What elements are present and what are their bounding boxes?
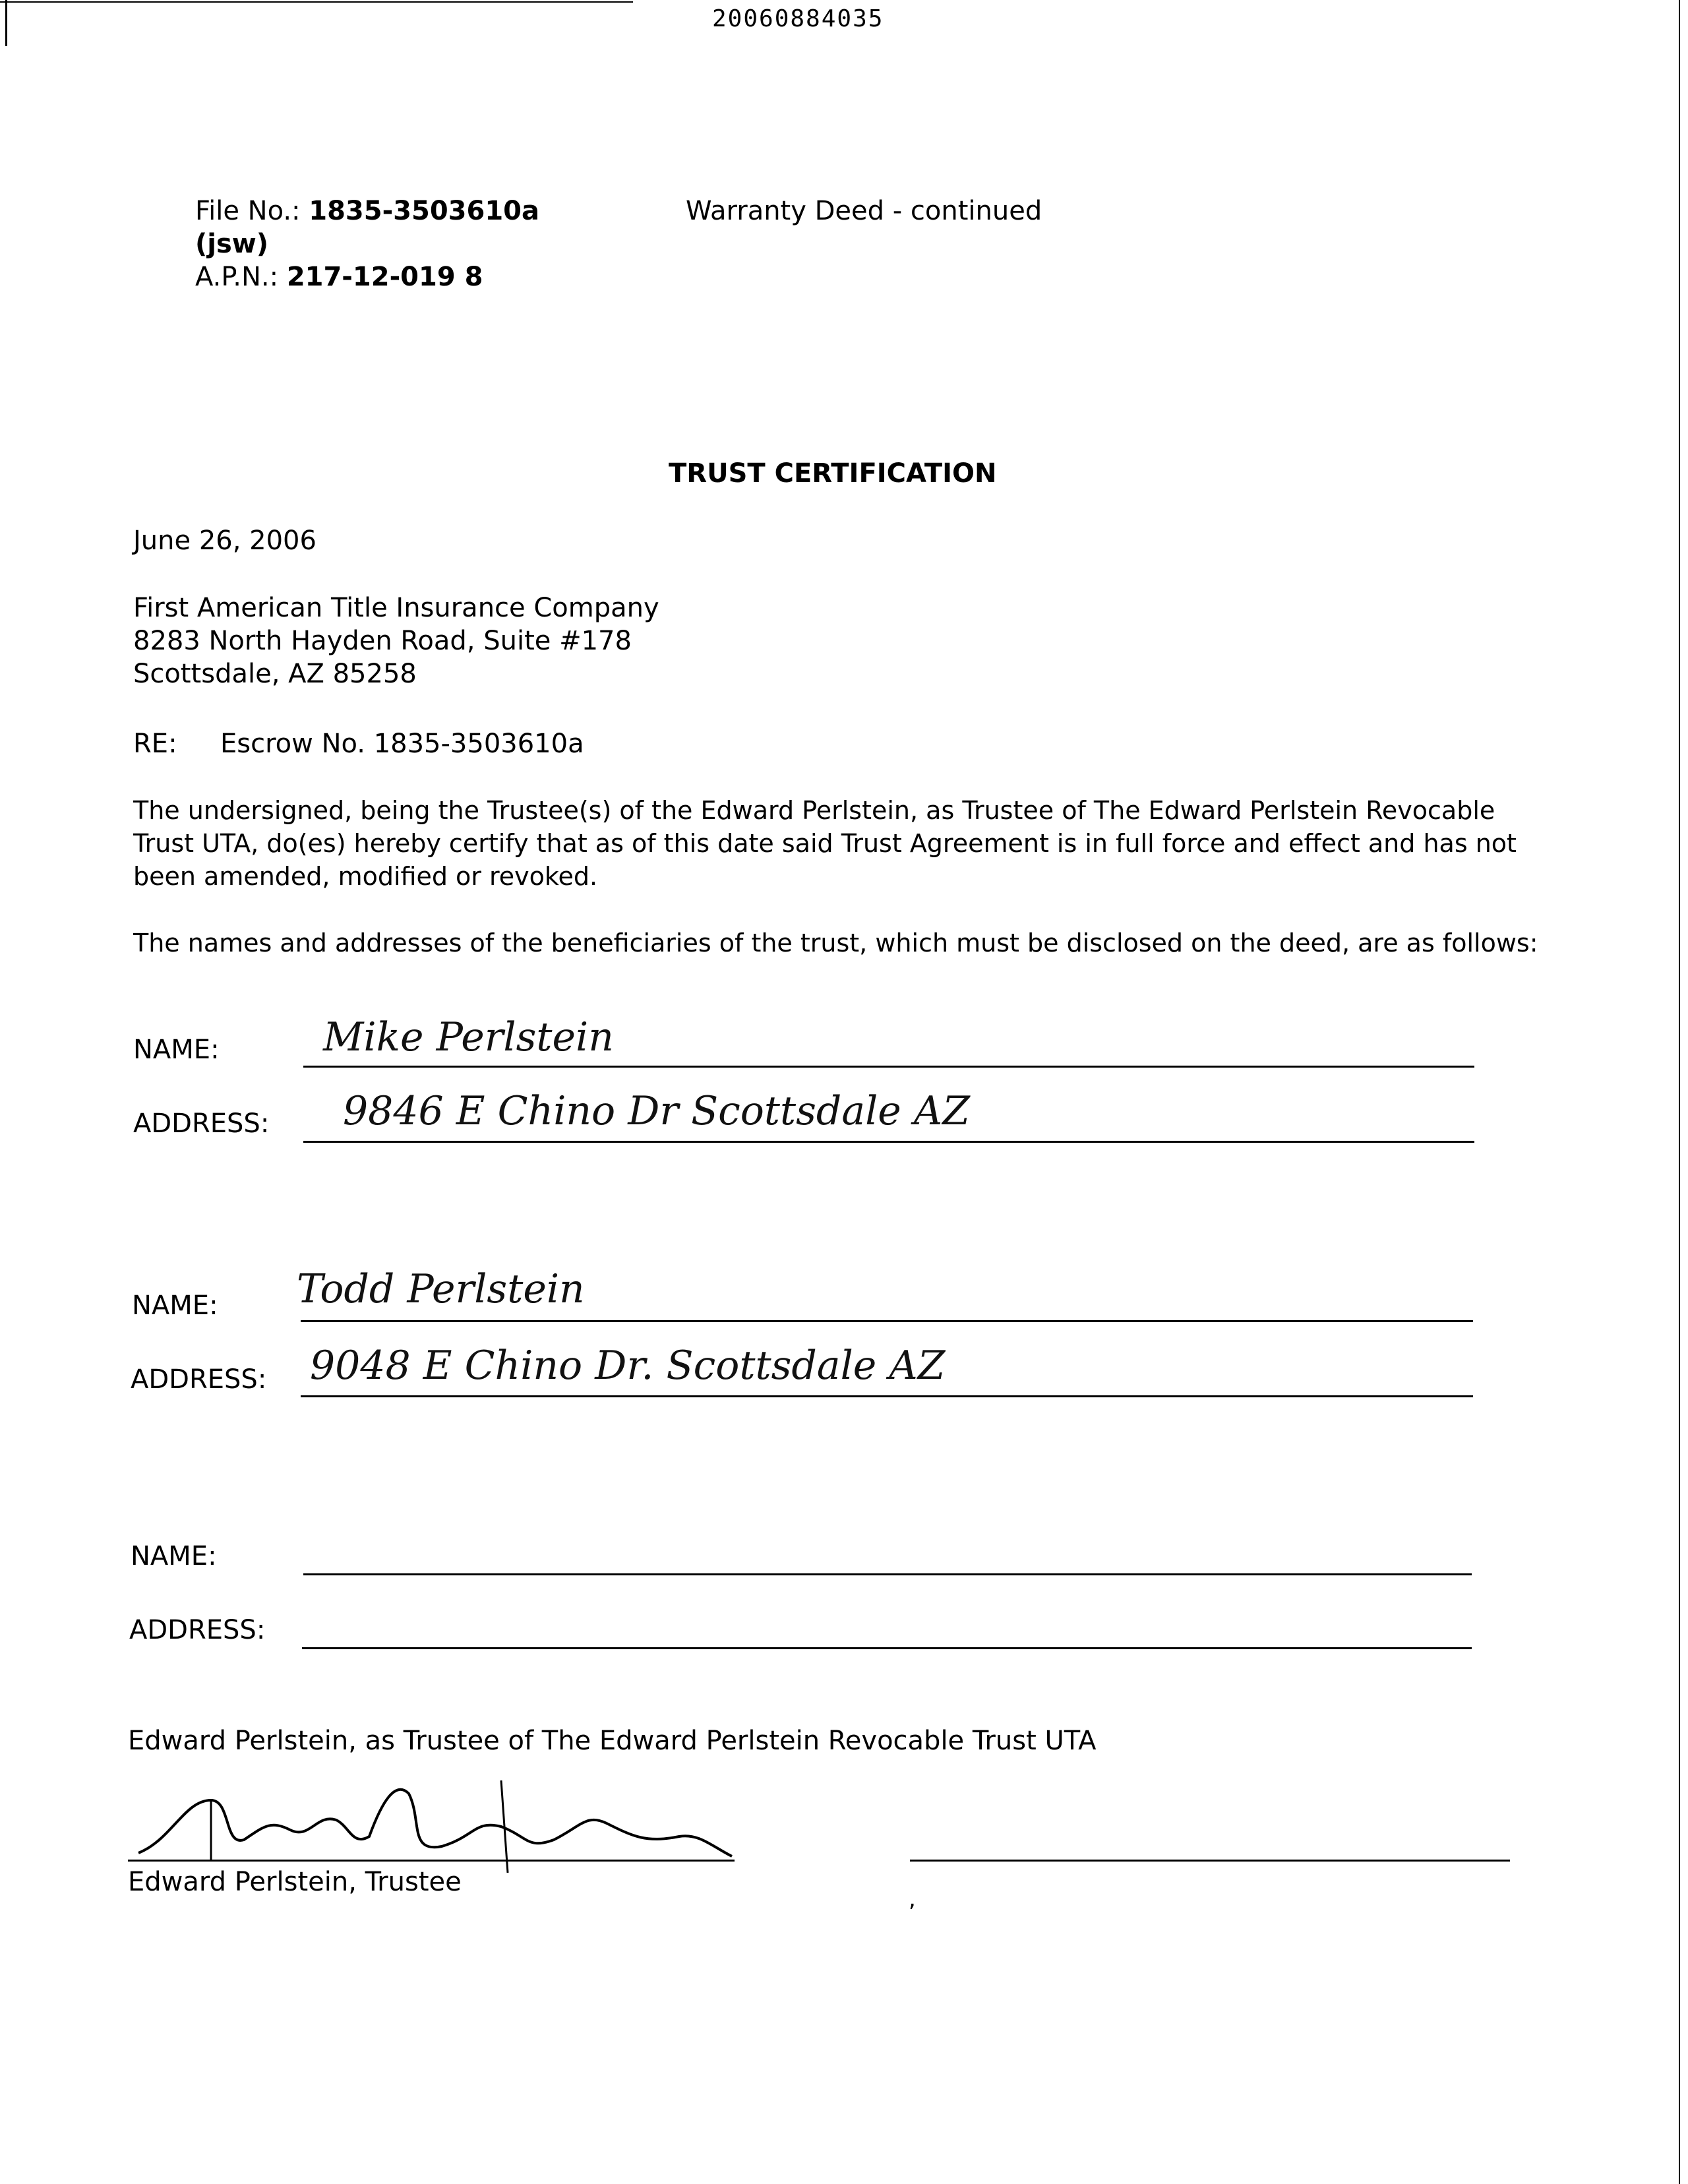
file-number-label: File No.:: [195, 196, 301, 226]
beneficiary-name-line: [301, 1320, 1473, 1322]
file-initials: (jsw): [195, 229, 269, 259]
beneficiary-address-handwritten: 9048 E Chino Dr. Scottsdale AZ: [310, 1343, 946, 1389]
beneficiary-name-label: NAME:: [131, 1541, 217, 1571]
apn-number: 217-12-019 8: [286, 262, 483, 292]
scan-edge-mark: [0, 1, 633, 3]
deed-type: Warranty Deed - continued: [686, 196, 1042, 226]
beneficiary-name-line: [303, 1066, 1474, 1068]
scan-edge-mark: [5, 0, 7, 46]
beneficiary-name-label: NAME:: [132, 1290, 218, 1321]
signature-caption: Edward Perlstein, Trustee: [128, 1867, 462, 1897]
beneficiary-address-handwritten: 9846 E Chino Dr Scottsdale AZ: [343, 1088, 970, 1134]
file-number-row: [195, 195, 539, 227]
beneficiary-address-line: [303, 1141, 1474, 1143]
trustee-signature: [132, 1774, 738, 1879]
addressee-city: Scottsdale, AZ 85258: [133, 659, 417, 689]
page-title: TRUST CERTIFICATION: [669, 458, 997, 489]
beneficiary-address-label: ADDRESS:: [133, 1108, 270, 1139]
beneficiary-address-label: ADDRESS:: [131, 1364, 267, 1395]
letter-date: June 26, 2006: [133, 526, 316, 556]
certification-paragraph: The undersigned, being the Trustee(s) of the Edward Perlstein, as Trustee of The Edward Perlstein Revocable Trust UTA, do(es) hereby certify that as of this date said Trust Agreement is in full force and effect and has not been amended, modified or revoked.: [133, 796, 1517, 891]
second-signature-line[interactable]: [910, 1860, 1510, 1862]
beneficiary-name-handwritten: Mike Perlstein: [323, 1014, 614, 1060]
beneficiary-address-label: ADDRESS:: [129, 1615, 266, 1645]
trustee-statement: Edward Perlstein, as Trustee of The Edward Perlstein Revocable Trust UTA: [128, 1726, 1097, 1756]
beneficiary-name-handwritten: Todd Perlstein: [297, 1266, 585, 1312]
apn-label: A.P.N.:: [195, 262, 279, 292]
scan-edge-mark: [1679, 0, 1680, 2184]
beneficiaries-intro: The names and addresses of the beneficiaries of the trust, which must be disclosed on the deed, are as follows:: [133, 928, 1538, 957]
document-number: 20060884035: [712, 5, 884, 32]
re-label: RE:: [133, 729, 177, 759]
apn-row: [195, 261, 483, 293]
stray-comma-mark: ,: [909, 1886, 916, 1912]
beneficiary-address-line: [301, 1395, 1473, 1397]
addressee-company: First American Title Insurance Company: [133, 593, 659, 623]
re-escrow: Escrow No. 1835-3503610a: [220, 729, 584, 759]
beneficiary-name-line[interactable]: [303, 1573, 1472, 1575]
addressee-street: 8283 North Hayden Road, Suite #178: [133, 626, 632, 656]
file-number: 1835-3503610a: [309, 196, 539, 226]
beneficiary-name-label: NAME:: [133, 1035, 220, 1065]
beneficiary-address-line[interactable]: [302, 1647, 1472, 1649]
